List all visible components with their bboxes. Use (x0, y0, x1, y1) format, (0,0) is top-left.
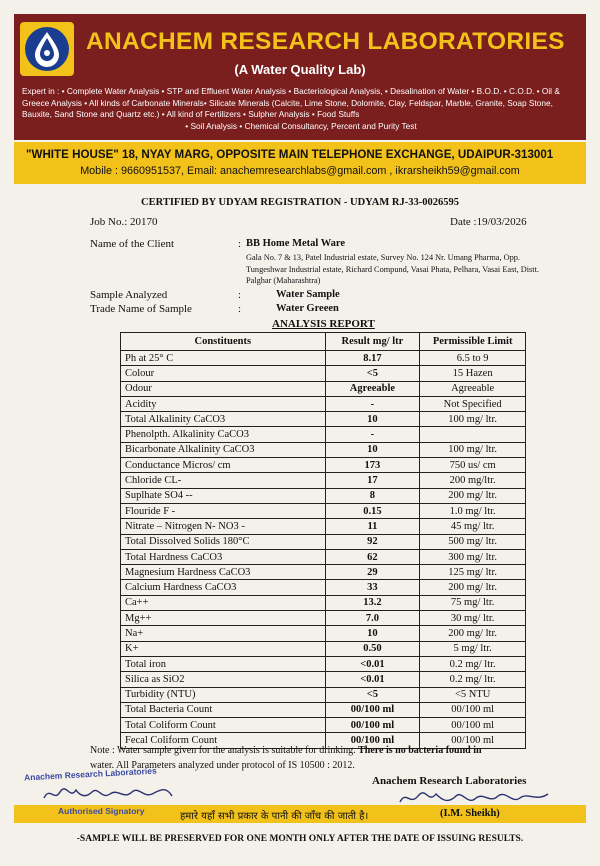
sample-analyzed-colon: : (238, 289, 242, 301)
limit-cell: 75 mg/ ltr. (420, 595, 526, 610)
report-title: ANALYSIS REPORT (272, 318, 375, 330)
table-row (121, 687, 526, 702)
result-cell: 92 (325, 534, 420, 549)
limit-cell: 5 mg/ ltr. (420, 641, 526, 656)
table-row (121, 427, 526, 442)
limit-cell: 100 mg/ ltr. (420, 412, 526, 427)
limit-cell: 30 mg/ ltr. (420, 611, 526, 626)
analysis-table (120, 332, 526, 749)
limit-cell: 45 mg/ ltr. (420, 519, 526, 534)
table-row (121, 641, 526, 656)
address-band (14, 142, 586, 184)
limit-cell: 15 Hazen (420, 366, 526, 381)
limit-cell: 200 mg/ ltr. (420, 580, 526, 595)
limit-cell: 200 mg/ ltr. (420, 626, 526, 641)
expertise-list-last: • Soil Analysis • Chemical Consultancy, Percent and Purity Test (185, 120, 417, 131)
header-limit: Permissible Limit (420, 333, 526, 351)
table-row (121, 488, 526, 503)
table-row (121, 351, 526, 366)
constituent-cell: Nitrate – Nitrogen N- NO3 - (121, 519, 326, 534)
note-text: Note : Water sample given for the analysis is suitable for drinking. (90, 745, 356, 756)
table-row (121, 503, 526, 518)
limit-cell: 1.0 mg/ ltr. (420, 503, 526, 518)
limit-cell: 200 mg/ltr. (420, 473, 526, 488)
constituent-cell: Total Hardness CaCO3 (121, 549, 326, 564)
result-cell: <0.01 (325, 656, 420, 671)
limit-cell: Agreeable (420, 381, 526, 396)
letterhead (14, 14, 586, 140)
hindi-tagline: हमारे यहाँ सभी प्रकार के पानी की जाँच की जाती है। (180, 811, 369, 822)
limit-cell: 00/100 ml (420, 718, 526, 733)
constituent-cell: Fecal Coliform Count (121, 733, 326, 748)
constituent-cell: Total iron (121, 656, 326, 671)
result-cell: 173 (325, 458, 420, 473)
table-row (121, 534, 526, 549)
expertise-list: Expert in : • Complete Water Analysis • STP and Effluent Water Analysis • Bacteriological Analysis, • Desalination of Water • B.O.D. • C.O.D. • Oil & Greece Analysis • All kinds of Carbonate Minerals• Silicate Minerals (Calcite, Lime Stone, Dolomite, Clay, Feldspar, Marble, Granite, Soap Stone, Bauxite, Sand Stone and Quartz etc.) • All kind of Fertilizers • Sulpher Analysis • Food Stuffs (22, 86, 560, 119)
constituent-cell: Bicarbonate Alkalinity CaCO3 (121, 442, 326, 457)
sample-analyzed-label: Sample Analyzed (90, 289, 168, 301)
constituent-cell: Odour (121, 381, 326, 396)
lab-address: "WHITE HOUSE" 18, NYAY MARG, OPPOSITE MAIN TELEPHONE EXCHANGE, UDAIPUR-313001 (26, 148, 554, 161)
signatory-name: (I.M. Sheikh) (440, 808, 500, 819)
constituent-cell: Ca++ (121, 595, 326, 610)
trade-name-colon: : (238, 303, 242, 315)
note (90, 743, 560, 773)
result-cell: - (325, 396, 420, 411)
result-cell: 13.2 (325, 595, 420, 610)
table-row (121, 718, 526, 733)
result-cell: 29 (325, 565, 420, 580)
table-row (121, 626, 526, 641)
limit-cell: 00/100 ml (420, 733, 526, 748)
result-cell: Agreeable (325, 381, 420, 396)
report-date: Date :19/03/2026 (450, 216, 527, 228)
expertise-text (22, 86, 580, 132)
limit-cell: 6.5 to 9 (420, 351, 526, 366)
trade-name-value: Water Greeen (276, 303, 339, 314)
table-row (121, 549, 526, 564)
result-cell: <0.01 (325, 672, 420, 687)
constituent-cell: Total Coliform Count (121, 718, 326, 733)
table-row (121, 672, 526, 687)
constituent-cell: Ph at 25° C (121, 351, 326, 366)
limit-cell: 200 mg/ ltr. (420, 488, 526, 503)
result-cell: 11 (325, 519, 420, 534)
constituent-cell: Turbidity (NTU) (121, 687, 326, 702)
lab-contact: Mobile : 9660951537, Email: anachemresearchlabs@gmail.com , ikrarsheikh59@gmail.com (80, 165, 520, 177)
result-cell: 00/100 ml (325, 702, 420, 717)
note-protocol: water. All Parameters analyzed under protocol of IS 10500 : 2012. (90, 760, 355, 771)
table-row (121, 396, 526, 411)
certification-line: CERTIFIED BY UDYAM REGISTRATION - UDYAM RJ-33-0026595 (141, 197, 459, 208)
constituent-cell: Acidity (121, 396, 326, 411)
table-row (121, 580, 526, 595)
result-cell: 10 (325, 412, 420, 427)
client-label: Name of the Client (90, 238, 175, 250)
result-cell: 10 (325, 442, 420, 457)
client-colon: : (238, 238, 242, 250)
note-bacteria: There is no bacteria found in (358, 745, 482, 756)
constituent-cell: K+ (121, 641, 326, 656)
result-cell: 10 (325, 626, 420, 641)
table-row (121, 473, 526, 488)
result-cell: 8.17 (325, 351, 420, 366)
limit-cell: 125 mg/ ltr. (420, 565, 526, 580)
result-cell: 8 (325, 488, 420, 503)
lab-name: ANACHEM RESEARCH LABORATORIES (86, 28, 565, 55)
result-cell: 17 (325, 473, 420, 488)
limit-cell: 500 mg/ ltr. (420, 534, 526, 549)
lab-subtitle: (A Water Quality Lab) (234, 62, 366, 77)
job-number: Job No.: 20170 (90, 216, 158, 228)
trade-name-label: Trade Name of Sample (90, 303, 192, 315)
limit-cell: 300 mg/ ltr. (420, 549, 526, 564)
result-cell: <5 (325, 687, 420, 702)
limit-cell: Not Specified (420, 396, 526, 411)
constituent-cell: Na+ (121, 626, 326, 641)
table-row (121, 595, 526, 610)
limit-cell: 00/100 ml (420, 702, 526, 717)
header-constituents: Constituents (121, 333, 326, 351)
footer-note: -SAMPLE WILL BE PRESERVED FOR ONE MONTH ONLY AFTER THE DATE OF ISSUING RESULTS. (76, 834, 524, 844)
sample-analyzed-value: Water Sample (276, 289, 340, 300)
result-cell: - (325, 427, 420, 442)
constituent-cell: Suplhate SO4 -- (121, 488, 326, 503)
limit-cell: <5 NTU (420, 687, 526, 702)
constituent-cell: Silica as SiO2 (121, 672, 326, 687)
limit-cell (420, 427, 526, 442)
constituent-cell: Total Bacteria Count (121, 702, 326, 717)
table-row (121, 519, 526, 534)
constituent-cell: Phenolpth. Alkalinity CaCO3 (121, 427, 326, 442)
table-row (121, 458, 526, 473)
table-row (121, 611, 526, 626)
constituent-cell: Magnesium Hardness CaCO3 (121, 565, 326, 580)
result-cell: 33 (325, 580, 420, 595)
limit-cell: 0.2 mg/ ltr. (420, 672, 526, 687)
limit-cell: 0.2 mg/ ltr. (420, 656, 526, 671)
limit-cell: 100 mg/ ltr. (420, 442, 526, 457)
lab-name-signature: Anachem Research Laboratories (372, 775, 527, 787)
constituent-cell: Mg++ (121, 611, 326, 626)
table-row (121, 565, 526, 580)
handwritten-signature-icon (396, 786, 556, 810)
header-result: Result mg/ ltr (325, 333, 420, 351)
lab-stamp: Anachem Research Laboratories (23, 765, 157, 783)
table-row (121, 381, 526, 396)
client-address: Gala No. 7 & 13, Patel Industrial estate, Survey No. 124 Nr. Umang Pharma, Opp. Tungeshwar Industrial estate, Richard Compund, Vasai Phata, Pelhara, Vasai East, Distt. Palghar (Maharashtra) (246, 253, 539, 286)
result-cell: 7.0 (325, 611, 420, 626)
table-row (121, 702, 526, 717)
constituent-cell: Conductance Micros/ cm (121, 458, 326, 473)
constituent-cell: Colour (121, 366, 326, 381)
result-cell: 0.50 (325, 641, 420, 656)
result-cell: 62 (325, 549, 420, 564)
table-row (121, 442, 526, 457)
table-header-row (121, 333, 526, 351)
client-name: BB Home Metal Ware (246, 238, 346, 249)
table-row (121, 656, 526, 671)
table-row (121, 412, 526, 427)
result-cell: 00/100 ml (325, 733, 420, 748)
constituent-cell: Calcium Hardness CaCO3 (121, 580, 326, 595)
result-cell: 00/100 ml (325, 718, 420, 733)
handwritten-signature-icon (40, 780, 190, 806)
constituent-cell: Total Dissolved Solids 180°C (121, 534, 326, 549)
table-row (121, 366, 526, 381)
authorised-signatory: Authorised Signatory (58, 806, 145, 816)
constituent-cell: Chloride CL- (121, 473, 326, 488)
result-cell: 0.15 (325, 503, 420, 518)
constituent-cell: Flouride F - (121, 503, 326, 518)
result-cell: <5 (325, 366, 420, 381)
limit-cell: 750 us/ cm (420, 458, 526, 473)
constituent-cell: Total Alkalinity CaCO3 (121, 412, 326, 427)
